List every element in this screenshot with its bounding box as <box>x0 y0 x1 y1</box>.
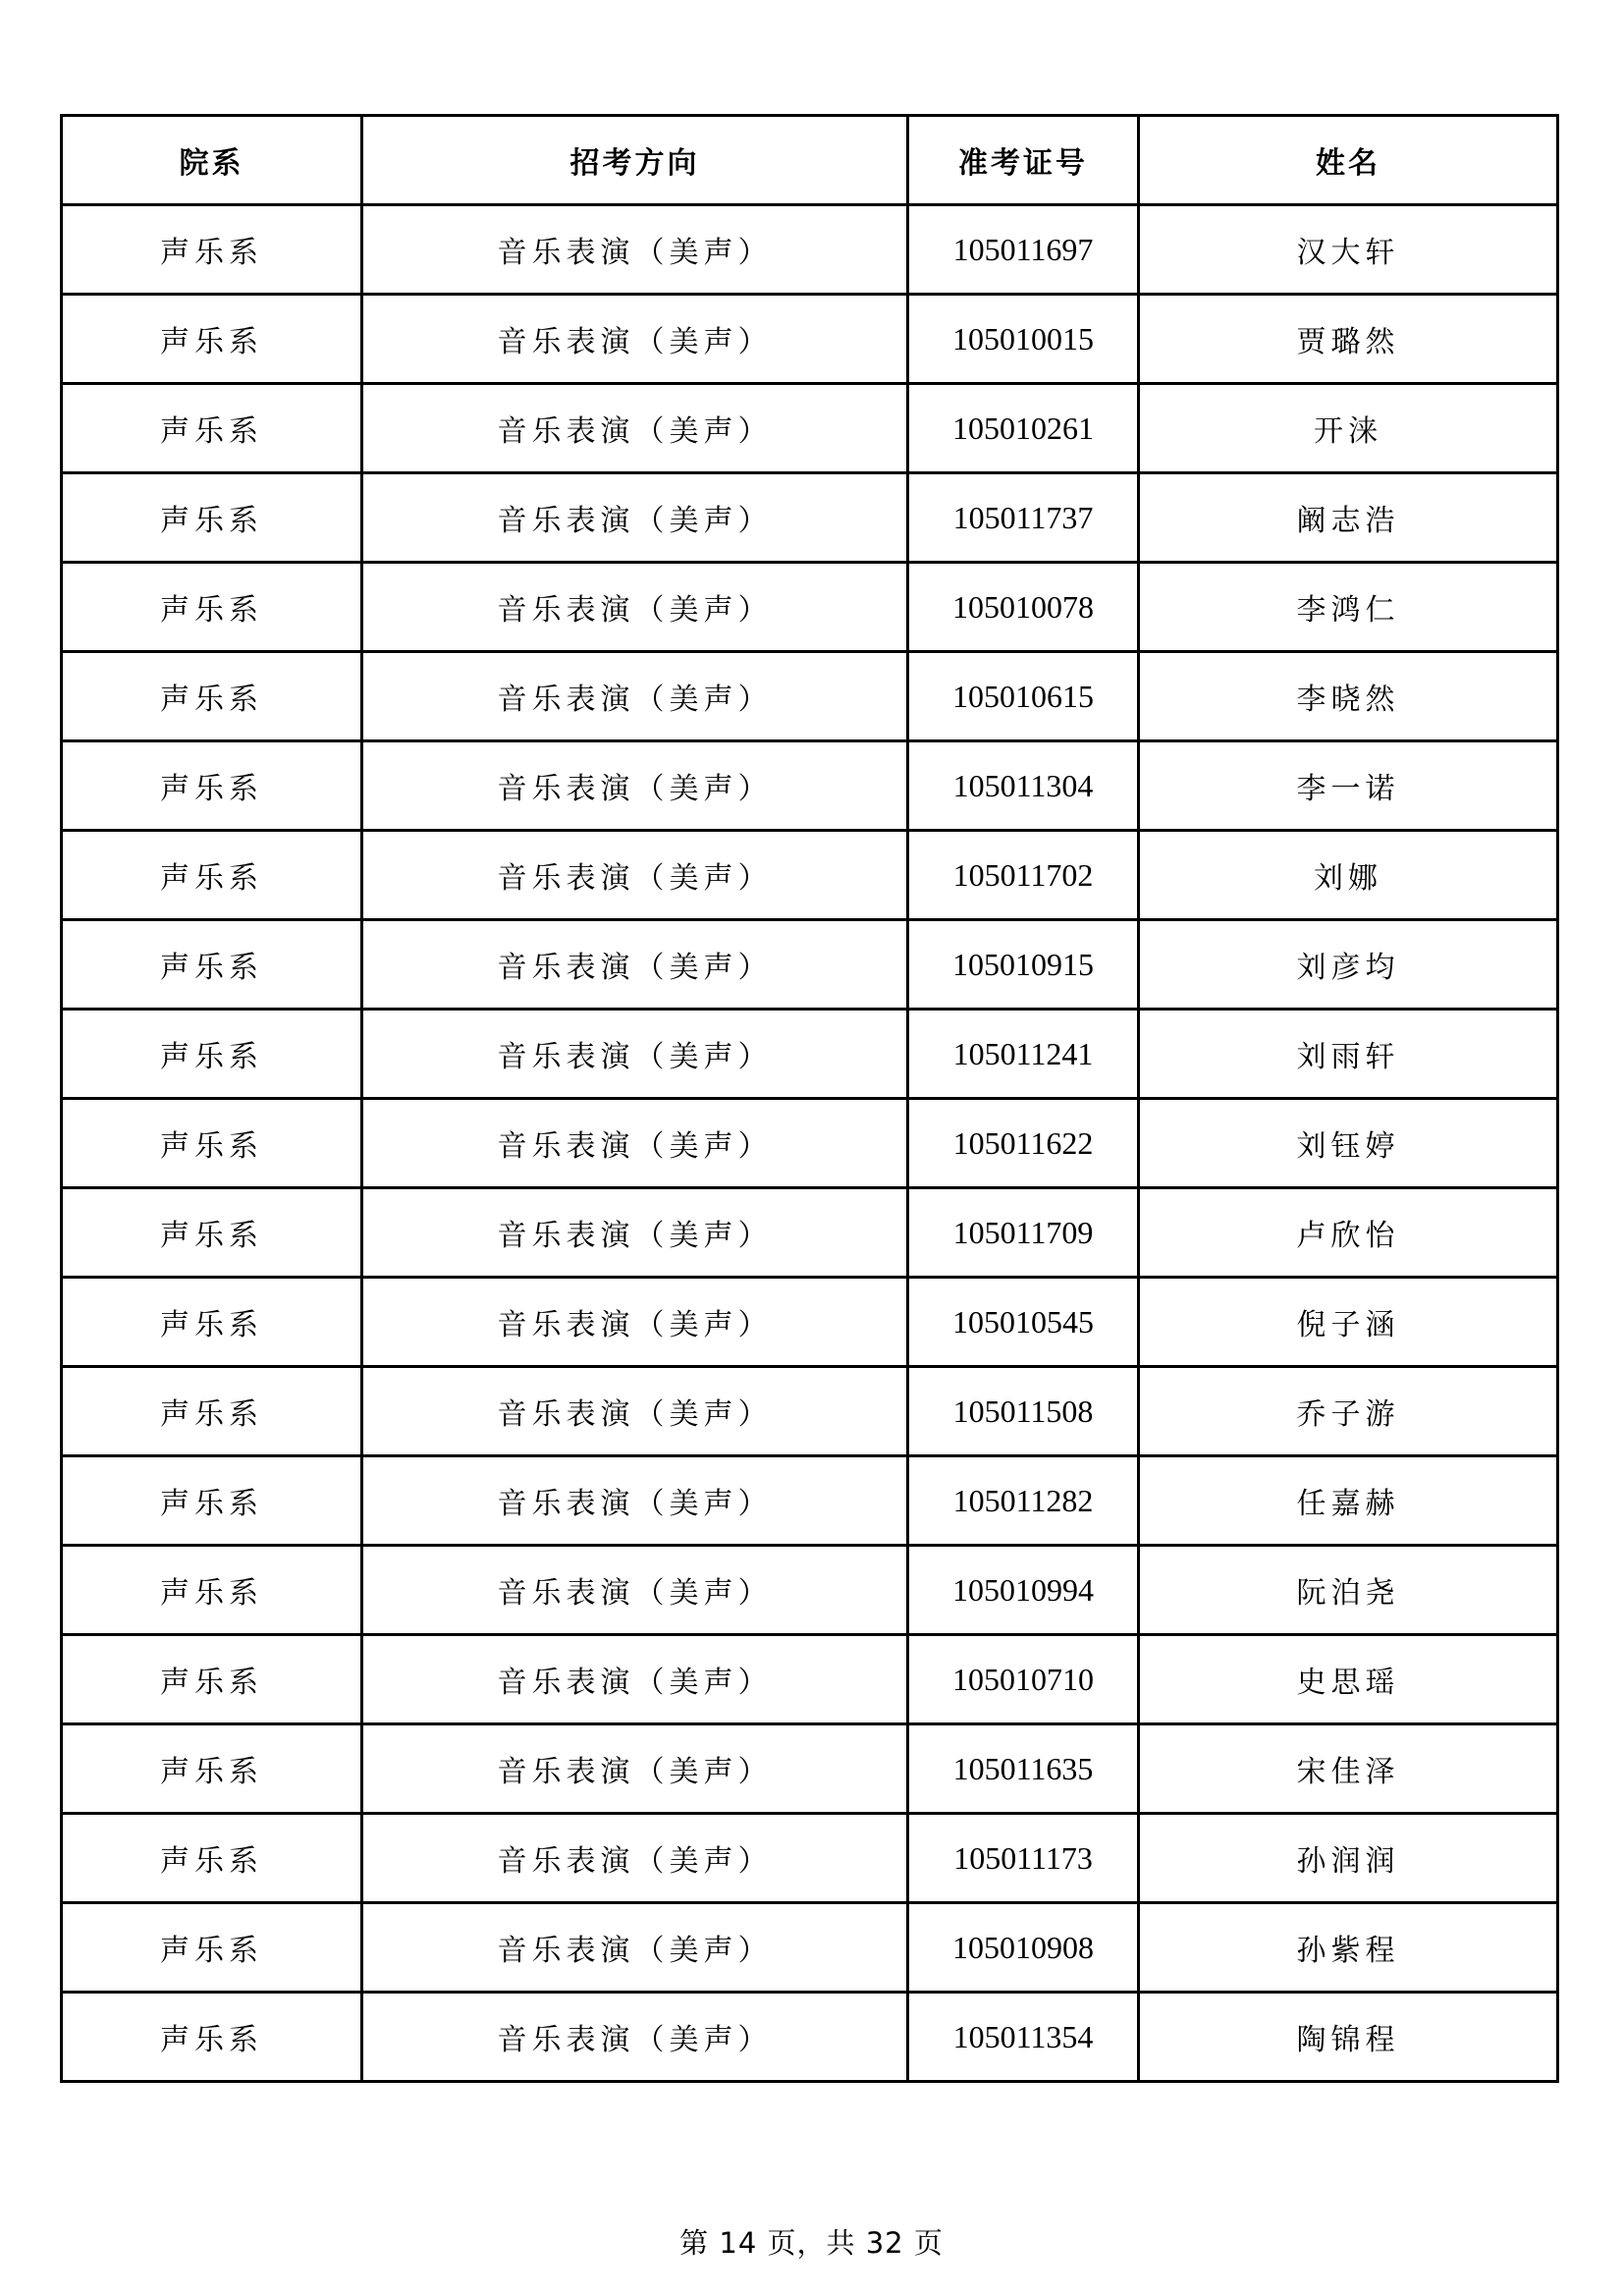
cell-name: 阚志浩 <box>1139 473 1558 563</box>
cell-direction: 音乐表演（美声） <box>362 1099 908 1188</box>
table-row <box>62 1010 1558 1099</box>
table-row <box>62 473 1558 563</box>
cell-name: 卢欣怡 <box>1139 1188 1558 1278</box>
header-direction: 招考方向 <box>362 116 908 205</box>
cell-name: 刘娜 <box>1139 831 1558 920</box>
cell-name: 孙润润 <box>1139 1814 1558 1903</box>
table-row <box>62 563 1558 652</box>
cell-name: 阮泊尧 <box>1139 1546 1558 1635</box>
table-row <box>62 1903 1558 1993</box>
cell-name: 史思瑶 <box>1139 1635 1558 1724</box>
cell-exam-id: 105011241 <box>908 1010 1139 1099</box>
cell-name: 汉大轩 <box>1139 205 1558 295</box>
cell-exam-id: 105011622 <box>908 1099 1139 1188</box>
cell-dept: 声乐系 <box>62 1993 362 2082</box>
cell-direction: 音乐表演（美声） <box>362 1456 908 1546</box>
cell-direction: 音乐表演（美声） <box>362 1903 908 1993</box>
header-dept: 院系 <box>62 116 362 205</box>
cell-direction: 音乐表演（美声） <box>362 384 908 473</box>
cell-name: 陶锦程 <box>1139 1993 1558 2082</box>
cell-name: 刘彦均 <box>1139 920 1558 1010</box>
cell-name: 贾璐然 <box>1139 295 1558 384</box>
cell-direction: 音乐表演（美声） <box>362 205 908 295</box>
cell-direction: 音乐表演（美声） <box>362 1010 908 1099</box>
cell-exam-id: 105011709 <box>908 1188 1139 1278</box>
cell-name: 孙紫程 <box>1139 1903 1558 1993</box>
cell-dept: 声乐系 <box>62 384 362 473</box>
cell-exam-id: 105010615 <box>908 652 1139 741</box>
cell-exam-id: 105011282 <box>908 1456 1139 1546</box>
cell-direction: 音乐表演（美声） <box>362 920 908 1010</box>
cell-direction: 音乐表演（美声） <box>362 295 908 384</box>
cell-dept: 声乐系 <box>62 1546 362 1635</box>
table-row <box>62 920 1558 1010</box>
cell-dept: 声乐系 <box>62 1278 362 1367</box>
cell-dept: 声乐系 <box>62 1010 362 1099</box>
cell-dept: 声乐系 <box>62 295 362 384</box>
table-row <box>62 741 1558 831</box>
table-row <box>62 1546 1558 1635</box>
table-row <box>62 831 1558 920</box>
cell-dept: 声乐系 <box>62 1099 362 1188</box>
cell-exam-id: 105010994 <box>908 1546 1139 1635</box>
header-name: 姓名 <box>1139 116 1558 205</box>
cell-name: 李鸿仁 <box>1139 563 1558 652</box>
cell-name: 任嘉赫 <box>1139 1456 1558 1546</box>
cell-exam-id: 105010078 <box>908 563 1139 652</box>
table-row <box>62 1188 1558 1278</box>
table-row <box>62 1099 1558 1188</box>
cell-dept: 声乐系 <box>62 1188 362 1278</box>
cell-dept: 声乐系 <box>62 1456 362 1546</box>
table-row <box>62 1635 1558 1724</box>
cell-exam-id: 105011304 <box>908 741 1139 831</box>
table-row <box>62 1367 1558 1456</box>
cell-direction: 音乐表演（美声） <box>362 1546 908 1635</box>
table-row <box>62 295 1558 384</box>
cell-exam-id: 105011173 <box>908 1814 1139 1903</box>
cell-direction: 音乐表演（美声） <box>362 1724 908 1814</box>
cell-dept: 声乐系 <box>62 1367 362 1456</box>
cell-name: 刘钰婷 <box>1139 1099 1558 1188</box>
cell-dept: 声乐系 <box>62 652 362 741</box>
table-header-row <box>62 116 1558 205</box>
cell-name: 开涞 <box>1139 384 1558 473</box>
cell-direction: 音乐表演（美声） <box>362 741 908 831</box>
table-row <box>62 1814 1558 1903</box>
cell-direction: 音乐表演（美声） <box>362 563 908 652</box>
cell-direction: 音乐表演（美声） <box>362 473 908 563</box>
cell-direction: 音乐表演（美声） <box>362 1993 908 2082</box>
cell-exam-id: 105010908 <box>908 1903 1139 1993</box>
cell-dept: 声乐系 <box>62 1814 362 1903</box>
cell-exam-id: 105010710 <box>908 1635 1139 1724</box>
cell-name: 李一诺 <box>1139 741 1558 831</box>
cell-name: 乔子游 <box>1139 1367 1558 1456</box>
cell-exam-id: 105010915 <box>908 920 1139 1010</box>
table-row <box>62 1456 1558 1546</box>
cell-exam-id: 105010545 <box>908 1278 1139 1367</box>
cell-dept: 声乐系 <box>62 1635 362 1724</box>
table-row <box>62 205 1558 295</box>
cell-exam-id: 105011702 <box>908 831 1139 920</box>
cell-direction: 音乐表演（美声） <box>362 652 908 741</box>
roster-table <box>60 114 1559 2083</box>
cell-direction: 音乐表演（美声） <box>362 1367 908 1456</box>
cell-dept: 声乐系 <box>62 563 362 652</box>
cell-dept: 声乐系 <box>62 205 362 295</box>
cell-direction: 音乐表演（美声） <box>362 1188 908 1278</box>
cell-dept: 声乐系 <box>62 831 362 920</box>
cell-name: 宋佳泽 <box>1139 1724 1558 1814</box>
cell-dept: 声乐系 <box>62 1724 362 1814</box>
cell-direction: 音乐表演（美声） <box>362 1635 908 1724</box>
cell-exam-id: 105011635 <box>908 1724 1139 1814</box>
cell-dept: 声乐系 <box>62 473 362 563</box>
cell-exam-id: 105011697 <box>908 205 1139 295</box>
cell-exam-id: 105011354 <box>908 1993 1139 2082</box>
cell-exam-id: 105010015 <box>908 295 1139 384</box>
page-number: 第 14 页，共 32 页 <box>679 2226 944 2260</box>
cell-direction: 音乐表演（美声） <box>362 1278 908 1367</box>
cell-exam-id: 105011737 <box>908 473 1139 563</box>
cell-name: 倪子涵 <box>1139 1278 1558 1367</box>
cell-dept: 声乐系 <box>62 741 362 831</box>
table-row <box>62 1278 1558 1367</box>
cell-name: 李晓然 <box>1139 652 1558 741</box>
cell-name: 刘雨轩 <box>1139 1010 1558 1099</box>
table-row <box>62 1993 1558 2082</box>
table-row <box>62 1724 1558 1814</box>
cell-exam-id: 105011508 <box>908 1367 1139 1456</box>
cell-direction: 音乐表演（美声） <box>362 1814 908 1903</box>
table-row <box>62 384 1558 473</box>
cell-exam-id: 105010261 <box>908 384 1139 473</box>
cell-dept: 声乐系 <box>62 920 362 1010</box>
cell-dept: 声乐系 <box>62 1903 362 1993</box>
table-row <box>62 652 1558 741</box>
header-exam-id: 准考证号 <box>908 116 1139 205</box>
cell-direction: 音乐表演（美声） <box>362 831 908 920</box>
